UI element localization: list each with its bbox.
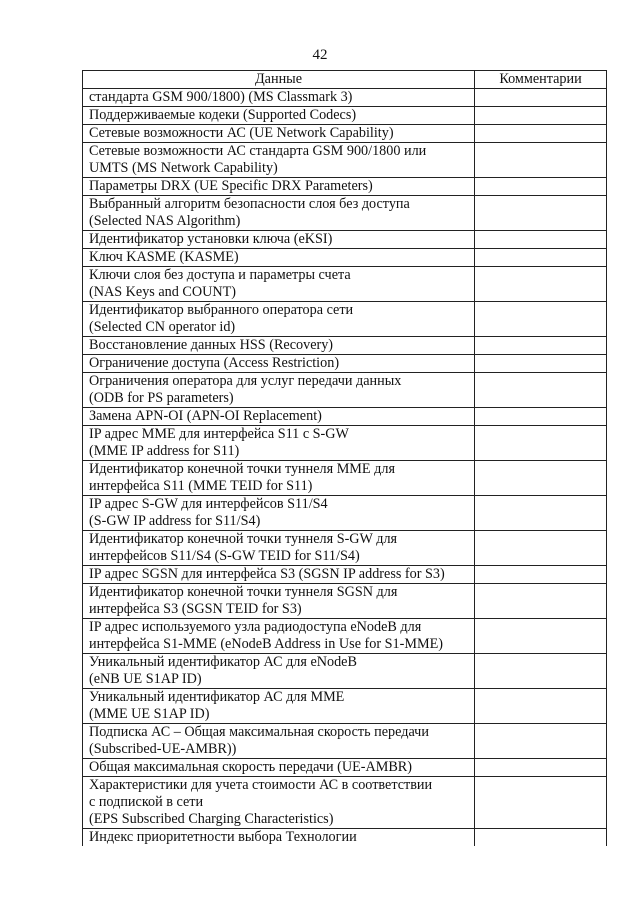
data-cell: [83, 302, 475, 337]
cell-line: Сетевые возможности АС стандарта GSM 900/1800 или: [89, 143, 427, 159]
cell-line: (NAS Keys and COUNT): [89, 284, 236, 300]
cell-line: (S-GW IP address for S11/S4): [89, 513, 261, 529]
data-cell: [83, 566, 475, 584]
table-row: [83, 654, 607, 689]
comment-cell: [475, 759, 607, 777]
cell-line: Общая максимальная скорость передачи (UE-AMBR): [89, 759, 412, 775]
data-cell: [83, 125, 475, 143]
data-cell: [83, 337, 475, 355]
table-row: [83, 777, 607, 829]
table-row: [83, 426, 607, 461]
table-row: [83, 759, 607, 777]
cell-line: Ограничения оператора для услуг передачи данных: [89, 373, 402, 389]
comment-cell: [475, 107, 607, 125]
cell-line: IP адрес MME для интерфейса S11 с S-GW: [89, 426, 349, 442]
cell-line: Ограничение доступа (Access Restriction): [89, 355, 340, 371]
cell-line: интерфейса S11 (MME TEID for S11): [89, 478, 313, 494]
table-row: [83, 337, 607, 355]
data-cell: [83, 619, 475, 654]
table-row: [83, 689, 607, 724]
comment-cell: [475, 777, 607, 829]
comment-cell: [475, 249, 607, 267]
data-cell: [83, 143, 475, 178]
table-row: [83, 566, 607, 584]
comment-cell: [475, 531, 607, 566]
header-comments: Комментарии: [475, 71, 607, 89]
cell-line: Идентификатор установки ключа (eKSI): [89, 231, 333, 247]
comment-cell: [475, 689, 607, 724]
table-row: [83, 249, 607, 267]
data-cell: [83, 231, 475, 249]
data-cell: [83, 759, 475, 777]
cell-line: Параметры DRX (UE Specific DRX Parameters): [89, 178, 373, 194]
data-cell: [83, 196, 475, 231]
table-row: [83, 107, 607, 125]
table-row: [83, 267, 607, 302]
cell-line: IP адрес SGSN для интерфейса S3 (SGSN IP address for S3): [89, 566, 445, 582]
table-row: [83, 724, 607, 759]
comment-cell: [475, 125, 607, 143]
comment-cell: [475, 355, 607, 373]
cell-line: Идентификатор конечной точки туннеля MME для: [89, 461, 395, 477]
data-cell: [83, 267, 475, 302]
data-cell: [83, 829, 475, 847]
table-row: [83, 302, 607, 337]
cell-line: Уникальный идентификатор АС для MME: [89, 689, 345, 705]
cell-line: Подписка АС – Общая максимальная скорость передачи: [89, 724, 429, 740]
table-row: [83, 178, 607, 196]
data-cell: [83, 724, 475, 759]
comment-cell: [475, 426, 607, 461]
comment-cell: [475, 829, 607, 847]
data-cell: [83, 408, 475, 426]
comment-cell: [475, 584, 607, 619]
comment-cell: [475, 566, 607, 584]
comment-cell: [475, 178, 607, 196]
cell-line: Идентификатор конечной точки туннеля SGSN для: [89, 584, 398, 600]
cell-line: стандарта GSM 900/1800) (MS Classmark 3): [89, 89, 353, 105]
comment-cell: [475, 302, 607, 337]
data-table: [82, 70, 607, 846]
comment-cell: [475, 461, 607, 496]
comment-cell: [475, 231, 607, 249]
table-row: [83, 231, 607, 249]
comment-cell: [475, 496, 607, 531]
data-cell: [83, 777, 475, 829]
table-row: [83, 496, 607, 531]
data-cell: [83, 355, 475, 373]
cell-line: Ключ KASME (KASME): [89, 249, 239, 265]
comment-cell: [475, 408, 607, 426]
data-cell: [83, 689, 475, 724]
cell-line: Ключи слоя без доступа и параметры счета: [89, 267, 351, 283]
comment-cell: [475, 89, 607, 107]
table-row: [83, 373, 607, 408]
data-cell: [83, 373, 475, 408]
table-row: [83, 531, 607, 566]
cell-line: (EPS Subscribed Charging Characteristics): [89, 811, 334, 827]
cell-line: Уникальный идентификатор АС для eNodeB: [89, 654, 357, 670]
data-cell: [83, 426, 475, 461]
data-cell: [83, 178, 475, 196]
cell-line: интерфейса S3 (SGSN TEID for S3): [89, 601, 302, 617]
cell-line: Поддерживаемые кодеки (Supported Codecs): [89, 107, 357, 123]
comment-cell: [475, 143, 607, 178]
cell-line: IP адрес используемого узла радиодоступа eNodeB для: [89, 619, 422, 635]
cell-line: Выбранный алгоритм безопасности слоя без доступа: [89, 196, 410, 212]
data-cell: [83, 89, 475, 107]
table-header-row: [83, 71, 607, 89]
cell-line: Идентификатор выбранного оператора сети: [89, 302, 354, 318]
cell-line: IP адрес S-GW для интерфейсов S11/S4: [89, 496, 328, 512]
comment-cell: [475, 654, 607, 689]
table-row: [83, 829, 607, 847]
comment-cell: [475, 337, 607, 355]
cell-line: интерфейса S1-MME (eNodeB Address in Use for S1-MME): [89, 636, 443, 652]
cell-line: интерфейсов S11/S4 (S-GW TEID for S11/S4): [89, 548, 360, 564]
comment-cell: [475, 724, 607, 759]
cell-line: UMTS (MS Network Capability): [89, 160, 278, 176]
data-cell: [83, 107, 475, 125]
cell-line: (Subscribed-UE-AMBR)): [89, 741, 237, 757]
comment-cell: [475, 267, 607, 302]
header-data: Данные: [83, 71, 475, 89]
data-cell: [83, 249, 475, 267]
cell-line: Идентификатор конечной точки туннеля S-GW для: [89, 531, 398, 547]
cell-line: Замена APN-OI (APN-OI Replacement): [89, 408, 322, 424]
table-body: [83, 89, 607, 847]
data-cell: [83, 461, 475, 496]
comment-cell: [475, 196, 607, 231]
comment-cell: [475, 373, 607, 408]
cell-line: (eNB UE S1AP ID): [89, 671, 202, 687]
data-cell: [83, 584, 475, 619]
cell-line: (ODB for PS parameters): [89, 390, 234, 406]
table-row: [83, 355, 607, 373]
comment-cell: [475, 619, 607, 654]
table-row: [83, 125, 607, 143]
cell-line: с подпиской в сети: [89, 794, 204, 810]
table-row: [83, 196, 607, 231]
cell-line: Индекс приоритетности выбора Технологии: [89, 829, 357, 845]
data-cell: [83, 496, 475, 531]
data-cell: [83, 654, 475, 689]
data-cell: [83, 531, 475, 566]
table-row: [83, 143, 607, 178]
table-row: [83, 408, 607, 426]
cell-line: (MME UE S1AP ID): [89, 706, 210, 722]
cell-line: Сетевые возможности АС (UE Network Capability): [89, 125, 394, 141]
cell-line: Характеристики для учета стоимости АС в соответствии: [89, 777, 433, 793]
cell-line: (Selected CN operator id): [89, 319, 236, 335]
page-number: 42: [312, 47, 328, 63]
cell-line: (Selected NAS Algorithm): [89, 213, 241, 229]
table-row: [83, 89, 607, 107]
table-row: [83, 619, 607, 654]
cell-line: (MME IP address for S11): [89, 443, 240, 459]
cell-line: Восстановление данных HSS (Recovery): [89, 337, 334, 353]
table-row: [83, 584, 607, 619]
table-row: [83, 461, 607, 496]
